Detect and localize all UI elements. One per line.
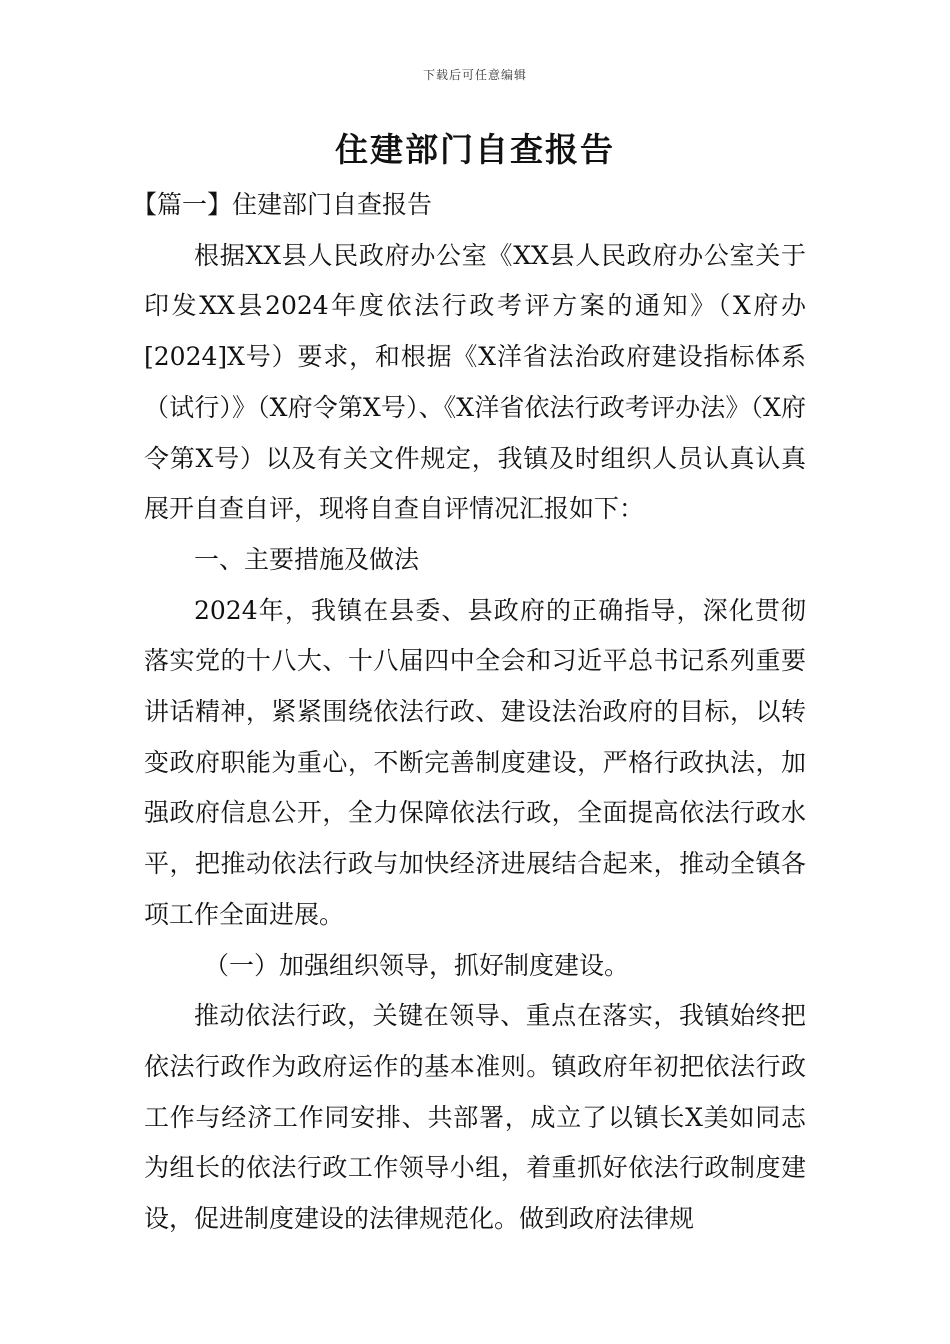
heading-main-measures: 一、主要措施及做法: [194, 544, 420, 574]
subheading-organization: （一）加强组织领导，抓好制度建设。: [204, 950, 630, 980]
paragraph-overview: 2024年，我镇在县委、县政府的正确指导，深化贯彻落实党的十八大、十八届四中全会和习近平总书记系列重要讲话精神，紧紧围绕依法行政、建设法治政府的目标，以转变政府职能为重心，不断完善制度建设，严格行政执法，加强政府信息公开，全力保障依法行政，全面提高依法行政水平，把推动依法行政与加快经济进展结合起来，推动全镇各项工作全面进展。: [144, 595, 806, 929]
document-body: [132, 180, 806, 1245]
document-title: 住建部门自查报告: [335, 130, 615, 169]
section-heading: 【篇一】住建部门自查报告: [132, 190, 433, 219]
paragraph-intro: 根据XX县人民政府办公室《XX县人民政府办公室关于印发XX县2024年度依法行政考评方案的通知》（X府办[2024]X号）要求，和根据《X洋省法治政府建设指标体系（试行）》（X府令第X号）、《X洋省依法行政考评办法》（X府令第X号）以及有关文件规定，我镇及时组织人员认真认真展开自查自评，现将自查自评情况汇报如下：: [144, 240, 806, 524]
paragraph-leadership: 推动依法行政，关键在领导、重点在落实，我镇始终把依法行政作为政府运作的基本准则。镇政府年初把依法行政工作与经济工作同安排、共部署，成立了以镇长X美如同志为组长的依法行政工作领导小组，着重抓好依法行政制度建设，促进制度建设的法律规范化。做到政府法律规: [144, 1001, 806, 1234]
header-note: 下载后可任意编辑: [422, 68, 527, 82]
